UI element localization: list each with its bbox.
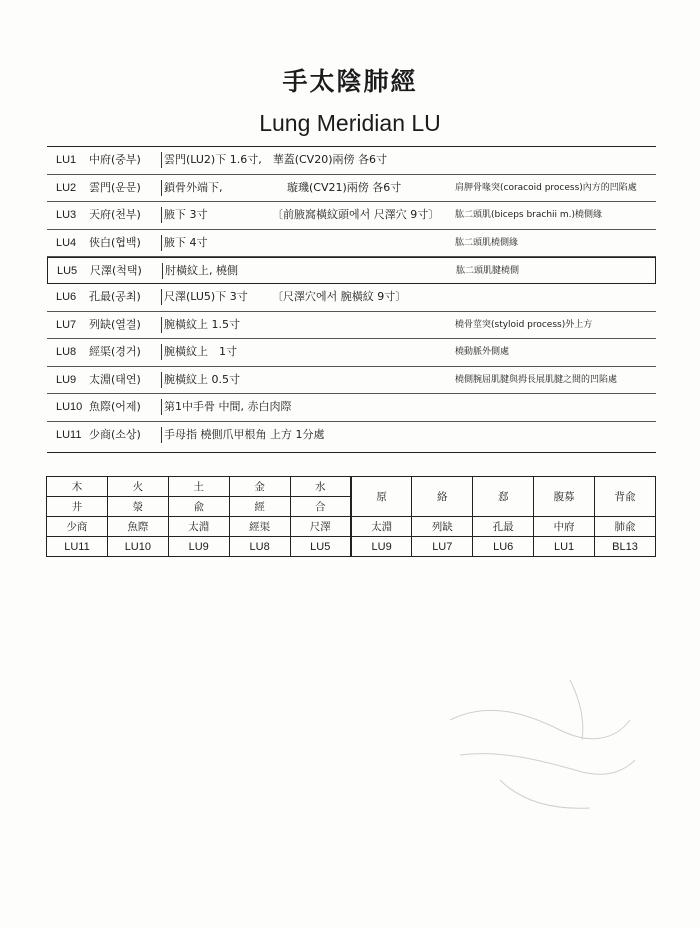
point-anatomy-note: 肩胛骨喙突(coracoid process)內方的凹陷處 (455, 182, 637, 193)
column-divider (161, 207, 162, 223)
summary-code: LU6 (473, 537, 534, 557)
column-divider (161, 344, 162, 360)
header-beishu: 背兪 (595, 477, 656, 517)
point-code: LU3 (56, 209, 77, 222)
point-row (47, 175, 656, 203)
page-title: 手太陰肺經 (282, 67, 418, 96)
faint-arm-sketch (440, 660, 640, 830)
summary-name: 肺兪 (595, 517, 656, 537)
column-divider (161, 180, 162, 196)
summary-code: LU9 (168, 537, 229, 557)
column-divider (161, 427, 162, 443)
column-divider (161, 152, 162, 168)
column-divider (161, 399, 162, 415)
point-name: 魚際(어제) (89, 400, 141, 414)
summary-name: 少商 (47, 517, 108, 537)
point-row (47, 422, 656, 449)
point-location: 第1中手骨 中間, 赤白肉際 (164, 400, 292, 414)
point-row (47, 367, 656, 395)
point-row (47, 147, 656, 175)
summary-code: LU7 (412, 537, 473, 557)
summary-table (46, 476, 656, 557)
summary-code: LU10 (107, 537, 168, 557)
point-row (47, 202, 656, 230)
point-anatomy-note: 肱二頭肌橈側緣 (455, 237, 519, 248)
point-row (47, 257, 656, 284)
element-earth: 土 (168, 477, 229, 497)
element-wood: 木 (47, 477, 108, 497)
point-name: 少商(소상) (89, 427, 141, 441)
point-name: 孔最(공최) (89, 289, 141, 303)
summary-name: 孔最 (473, 517, 534, 537)
point-code: LU11 (56, 428, 82, 441)
summary-name: 魚際 (107, 517, 168, 537)
point-name: 經渠(경거) (89, 345, 141, 359)
header-fumu: 腹募 (534, 477, 595, 517)
point-location: 腕橫紋上 1.5寸 (164, 317, 240, 331)
point-location: 腋下 4寸 (164, 235, 208, 249)
point-name: 中府(중부) (89, 153, 141, 166)
point-row (47, 230, 656, 258)
summary-code: LU5 (290, 537, 351, 557)
summary-code: LU8 (229, 537, 290, 557)
wushu-ying: 滎 (107, 497, 168, 517)
point-location: 尺澤(LU5)下 3寸 (164, 289, 248, 303)
point-anatomy-note: 橈側腕屈肌腱與拇長展肌腱之間的凹陷處 (455, 374, 618, 385)
element-fire: 火 (107, 477, 168, 497)
column-divider (161, 317, 162, 333)
point-location: 腕橫紋上 0.5寸 (164, 372, 240, 386)
point-table (47, 146, 656, 453)
point-code: LU2 (56, 181, 77, 194)
summary-name: 太淵 (168, 517, 229, 537)
point-anatomy-note: 橈骨莖突(styloid process)外上方 (455, 319, 593, 330)
point-row (47, 284, 656, 312)
point-code: LU5 (57, 265, 78, 278)
point-name: 列缺(열결) (89, 317, 141, 331)
summary-code: LU9 (351, 537, 412, 557)
point-name: 雲門(운문) (89, 180, 141, 194)
point-location: 雲門(LU2)下 1.6寸, 華蓋(CV20)兩傍 各6寸 (164, 153, 387, 166)
summary-name: 太淵 (351, 517, 412, 537)
point-name: 天府(천부) (89, 208, 141, 222)
point-name: 俠白(협백) (89, 235, 141, 249)
point-code: LU1 (56, 154, 77, 166)
summary-row-elements (47, 477, 656, 497)
point-name: 尺澤(척택) (90, 264, 142, 278)
element-metal: 金 (229, 477, 290, 497)
wushu-he: 合 (290, 497, 351, 517)
wushu-jing-well: 井 (47, 497, 108, 517)
point-code: LU6 (56, 290, 77, 303)
column-divider (161, 289, 162, 305)
point-anatomy-note: 橈動脈外側處 (455, 347, 510, 358)
point-reference: 〔前腋窩橫紋頭에서 尺澤穴 9寸〕 (272, 208, 440, 222)
wushu-shu: 兪 (168, 497, 229, 517)
header-yuan: 原 (351, 477, 412, 517)
summary-name: 尺澤 (290, 517, 351, 537)
point-anatomy-note: 肱二頭肌(biceps brachii m.)橈側緣 (455, 210, 603, 221)
point-code: LU8 (56, 346, 77, 359)
summary-code: LU1 (534, 537, 595, 557)
point-reference: 璇璣(CV21)兩傍 各6寸 (287, 180, 402, 194)
point-code: LU10 (56, 401, 83, 414)
point-location: 手母指 橈側爪甲根角 上方 1分處 (164, 427, 325, 441)
summary-row-names (47, 517, 656, 537)
point-row (47, 339, 656, 367)
summary-name: 經渠 (229, 517, 290, 537)
summary-code: BL13 (595, 537, 656, 557)
point-code: LU9 (56, 373, 77, 386)
page-subtitle: Lung Meridian LU (259, 110, 441, 136)
point-code: LU7 (56, 318, 77, 331)
point-location: 腕橫紋上 1寸 (164, 345, 237, 359)
summary-name: 列缺 (412, 517, 473, 537)
point-location: 腋下 3寸 (164, 208, 208, 222)
column-divider (161, 235, 162, 251)
summary-name: 中府 (534, 517, 595, 537)
point-code: LU4 (56, 236, 77, 249)
point-row (47, 312, 656, 340)
header-luo: 絡 (412, 477, 473, 517)
point-reference: 〔尺澤穴에서 腕橫紋 9寸〕 (272, 289, 407, 303)
point-location: 鎖骨外端下, (164, 180, 223, 194)
header-xi: 郄 (473, 477, 534, 517)
point-anatomy-note: 肱二頭肌腱橈側 (456, 266, 520, 277)
summary-row-codes (47, 537, 656, 557)
point-location: 肘橫紋上, 橈側 (165, 264, 238, 278)
column-divider (161, 372, 162, 388)
wushu-jing-river: 經 (229, 497, 290, 517)
point-row (47, 394, 656, 422)
point-name: 太淵(태연) (89, 372, 141, 386)
column-divider (162, 263, 163, 279)
summary-code: LU11 (47, 537, 108, 557)
element-water: 水 (290, 477, 351, 497)
